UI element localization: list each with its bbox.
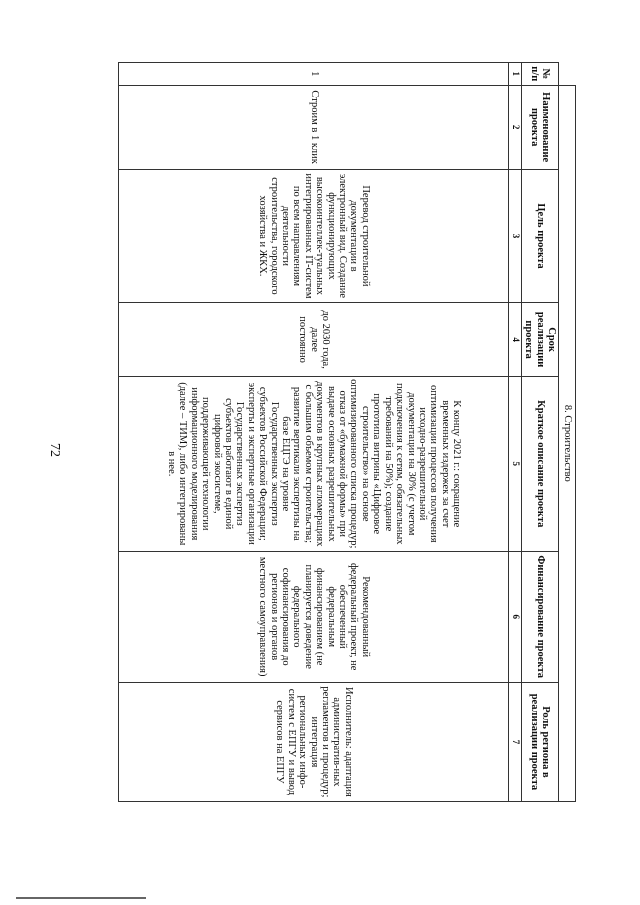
column-number: 2 xyxy=(509,85,521,169)
column-number: 1 xyxy=(509,63,521,86)
projects-table xyxy=(118,62,576,802)
row-num: 1 xyxy=(119,63,509,86)
header-role: Роль региона в реализации проекта xyxy=(521,682,558,801)
section-title: 8. Строительство xyxy=(559,85,576,801)
row-description: К концу 2021 г.: сокращение временных издержек за счет оптимизации процессов получения исходно-разрешительной документации на 30% (с учетом подключения к сетям, обязательных требований на 50%); создание прототипа витрины «Цифровое строительство» на основе оптимизированного списка процедур; отказ от «бумажной формы» при выдаче основных разрешительных документов в крупных агломерациях с большим объемом строительства; развитие вертикали экспертизы на базе ЕЦГЭ на уровне Государственных экспертиз субъектов Российской Федерации; эксперты и экспертные организации Государственных экспертиз субъектов работают в единой цифровой экосистеме, поддерживающей технологии информационного моделирования (далее – ТИМ), либо интегрированы в нее. xyxy=(119,377,509,551)
column-number: 5 xyxy=(509,377,521,551)
row-goal: Перевод строительной документации в электронный вид. Создание функционирующих высокоинтеллек-туальных интегрированных IT-систем по всем направлениям деятельности строительства, городского хозяйства и ЖКХ. xyxy=(119,169,509,302)
header-description: Краткое описание проекта xyxy=(521,377,558,551)
column-number: 4 xyxy=(509,303,521,377)
scan-edge-line xyxy=(16,897,146,899)
header-goal: Цель проекта xyxy=(521,169,558,302)
header-num: № п/п xyxy=(521,63,558,86)
column-number: 6 xyxy=(509,551,521,682)
table-row xyxy=(119,63,509,802)
header-name: Наименование проекта xyxy=(521,85,558,169)
page-number: 72 xyxy=(47,443,62,457)
row-role: Исполнитель: адаптация административ-ных регламентов и процедур; интеграция региональных инфо-систем с ЕПГУ и вывод сервисов на ЕПГУ xyxy=(119,682,509,801)
rotated-page-content xyxy=(61,62,576,802)
column-numbers-row xyxy=(509,63,521,802)
row-term: до 2030 года, далее постоянно xyxy=(119,303,509,377)
row-financing: Рекомендованный федеральный проект, не обеспеченный федеральным финансированием (не планируется доведение федерального софинансирования до регионов и органов местного самоуправления) xyxy=(119,551,509,682)
header-financing: Финансирование проекта xyxy=(521,551,558,682)
column-number: 7 xyxy=(509,682,521,801)
section-row xyxy=(559,63,576,802)
row-name: Строим в 1 клик xyxy=(119,85,509,169)
header-term: Срок реализации проекта xyxy=(521,303,558,377)
header-row xyxy=(521,63,558,802)
column-number: 3 xyxy=(509,169,521,302)
section-spacer xyxy=(559,63,576,86)
